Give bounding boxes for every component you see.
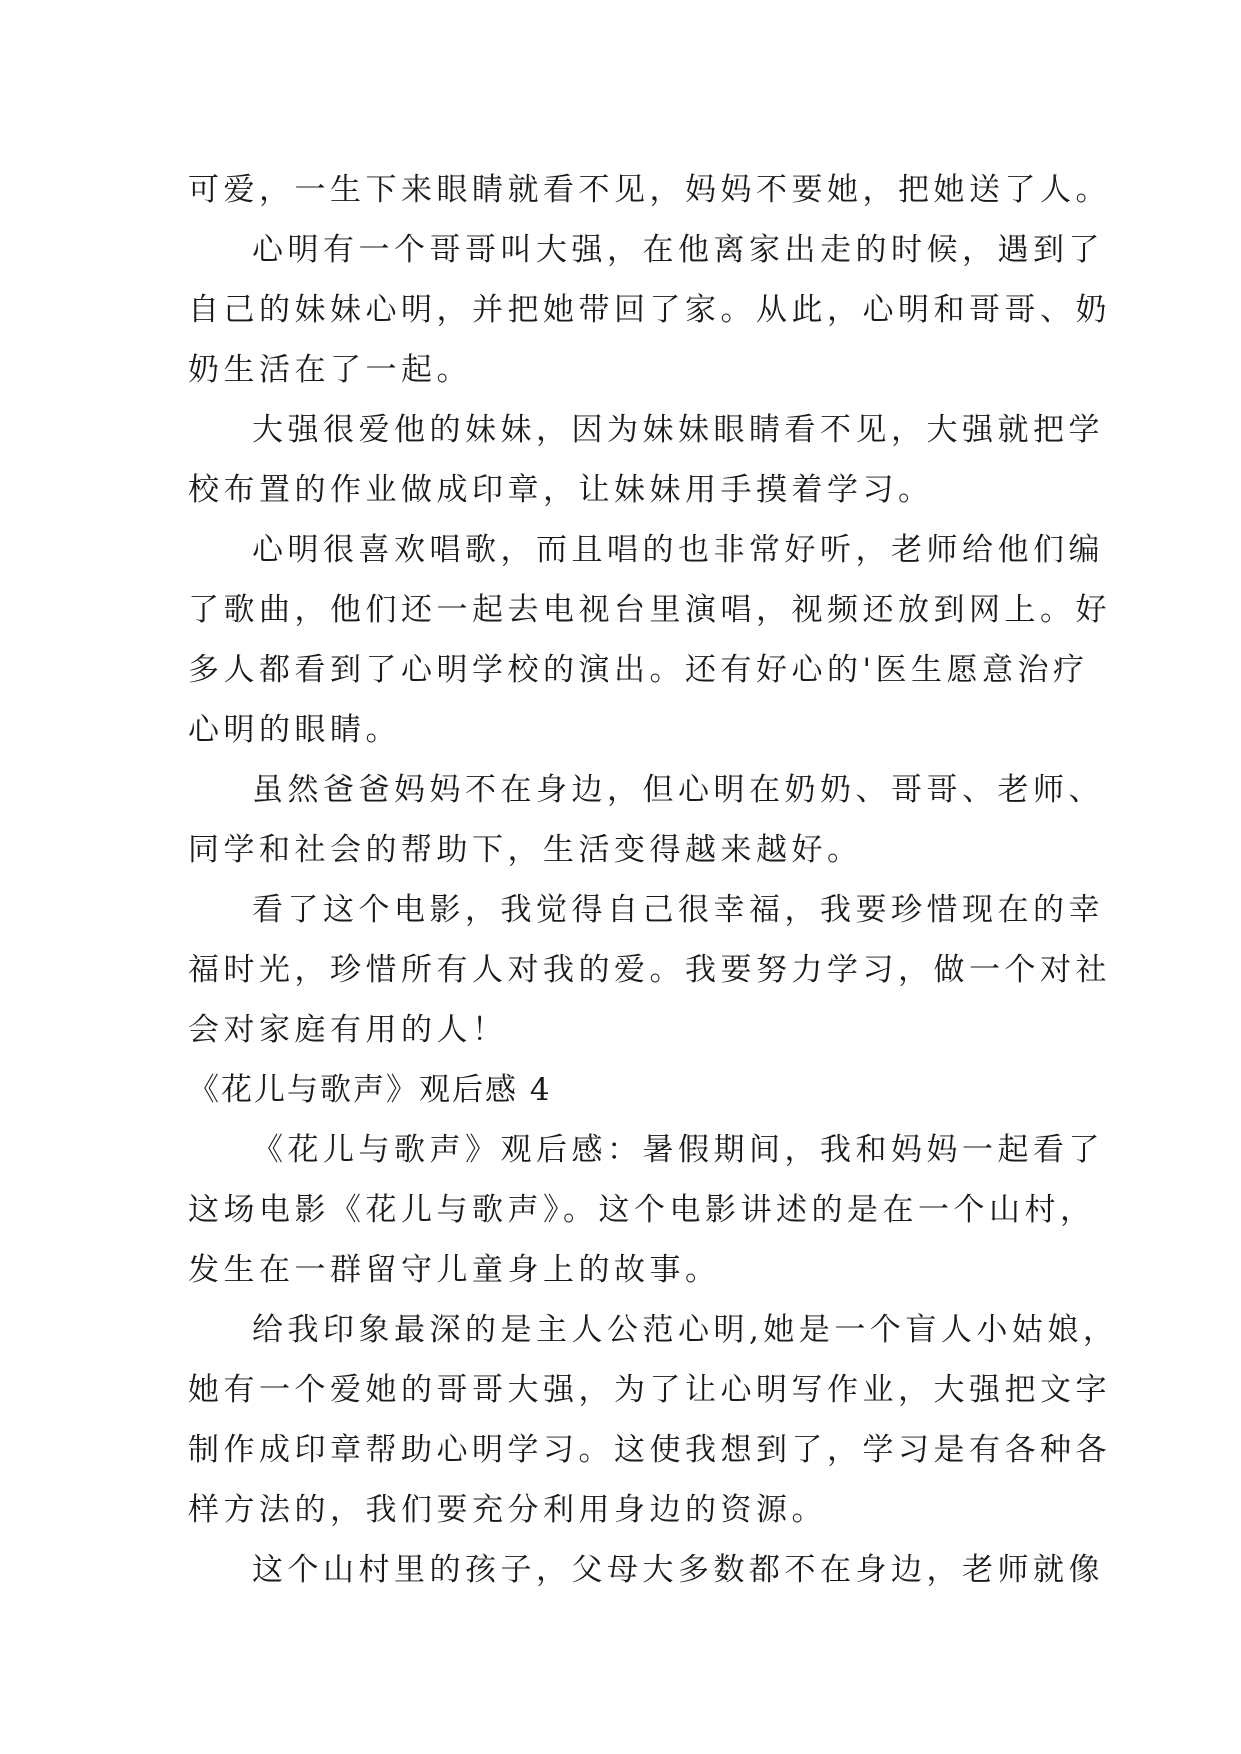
paragraph-first-line: 《花儿与歌声》观后感：暑假期间，我和妈妈一起看了 [252,1132,1104,1168]
text-line: 同学和社会的帮助下，生活变得越来越好。 [188,832,863,868]
paragraph-first-line: 看了这个电影，我觉得自己很幸福，我要珍惜现在的幸 [252,892,1104,928]
paragraph-first-line: 给我印象最深的是主人公范心明,她是一个盲人小姑娘， [252,1312,1119,1348]
text-line: 多人都看到了心明学校的演出。还有好心的'医生愿意治疗 [188,652,1089,688]
paragraph-first-line: 这个山村里的孩子，父母大多数都不在身边，老师就像 [252,1552,1104,1588]
paragraph-first-line: 心明很喜欢唱歌，而且唱的也非常好听，老师给他们编 [252,532,1104,568]
paragraph-first-line: 大强很爱他的妹妹，因为妹妹眼睛看不见，大强就把学 [252,412,1104,448]
paragraph-first-line: 虽然爸爸妈妈不在身边，但心明在奶奶、哥哥、老师、 [252,772,1104,808]
text-line: 这场电影《花儿与歌声》。这个电影讲述的是在一个山村， [188,1192,1096,1228]
text-line: 她有一个爱她的哥哥大强，为了让心明写作业，大强把文字 [188,1372,1111,1408]
document-body [188,160,1119,1600]
text-line: 会对家庭有用的人！ [188,1012,508,1048]
text-line: 自己的妹妹心明，并把她带回了家。从此，心明和哥哥、奶 [188,292,1111,328]
text-line: 心明的眼睛。 [188,712,401,748]
text-line: 福时光，珍惜所有人对我的爱。我要努力学习，做一个对社 [188,952,1111,988]
text-line: 奶生活在了一起。 [188,352,472,388]
paragraph-first-line: 心明有一个哥哥叫大强，在他离家出走的时候，遇到了 [252,232,1104,268]
section-heading: 《花儿与歌声》观后感 4 [188,1072,552,1108]
text-line: 样方法的，我们要充分利用身边的资源。 [188,1492,827,1528]
text-line: 制作成印章帮助心明学习。这使我想到了，学习是有各种各 [188,1432,1111,1468]
text-line: 校布置的作业做成印章，让妹妹用手摸着学习。 [188,472,934,508]
text-line: 发生在一群留守儿童身上的故事。 [188,1252,721,1288]
text-line: 了歌曲，他们还一起去电视台里演唱，视频还放到网上。好 [188,592,1111,628]
text-line: 可爱，一生下来眼睛就看不见，妈妈不要她，把她送了人。 [188,172,1111,208]
